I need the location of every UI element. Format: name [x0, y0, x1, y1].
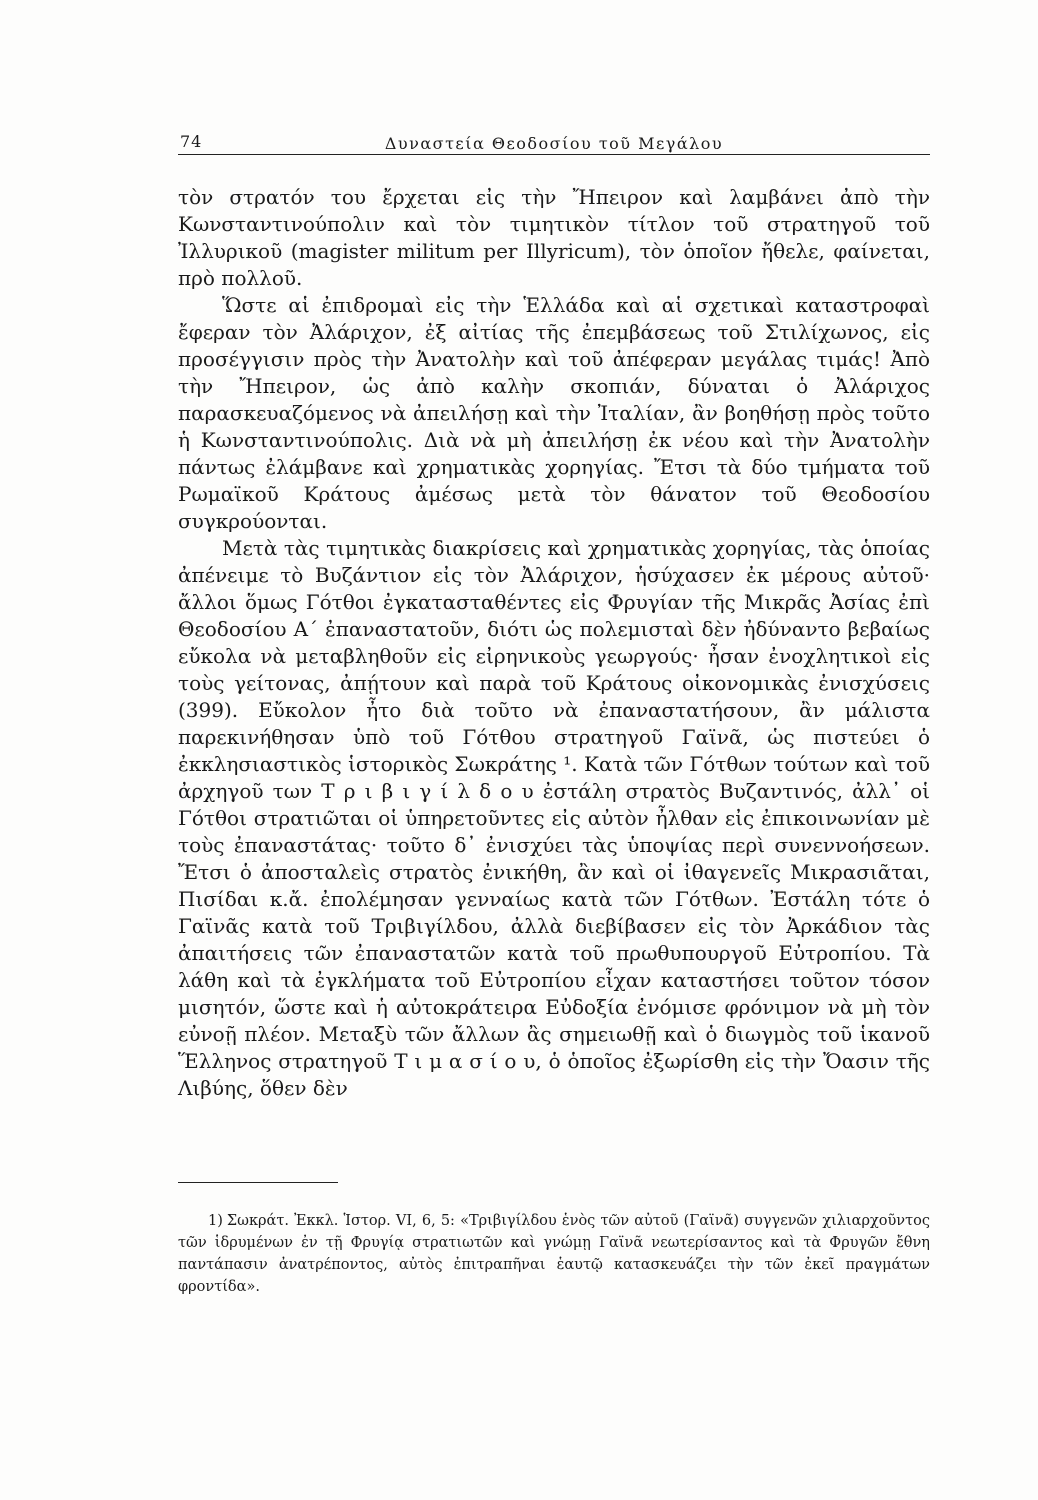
- running-title: Δυναστεία Θεοδοσίου τοῦ Μεγάλου: [384, 134, 724, 153]
- page-header: [178, 130, 930, 155]
- footnote-marker: 1): [208, 1213, 223, 1229]
- paragraph-2: Ὥστε αἱ ἐπιδρομαὶ εἰς τὴν Ἑλλάδα καὶ αἱ σχετικαὶ καταστροφαὶ ἔφεραν τὸν Ἀλάριχον, ἐξ αἰτίας τῆς ἐπεμβάσεως τοῦ Στιλίχωνος, εἰς προσέγγισιν πρὸς τὴν Ἀνατολὴν καὶ τοῦ ἀπέφεραν μεγάλας τιμάς! Ἀπὸ τὴν Ἤπειρον, ὡς ἀπὸ καλὴν σκοπιάν, δύναται ὁ Ἀλάριχος παρασκευαζόμενος νὰ ἀπειλήσῃ καὶ τὴν Ἰταλίαν, ἂν βοηθήσῃ πρὸς τοῦτο ἡ Κωνσταντινούπολις. Διὰ νὰ μὴ ἀπειλήσῃ ἐκ νέου καὶ τὴν Ἀνατολὴν πάντως ἐλάμβανε καὶ χρηματικὰς χορηγίας. Ἔτσι τὰ δύο τμήματα τοῦ Ρωμαϊκοῦ Κράτους ἀμέσως μετὰ τὸν θάνατον τοῦ Θεοδοσίου συγκρούονται.: [178, 293, 930, 533]
- main-text: [178, 184, 930, 1102]
- paragraph-3: Μετὰ τὰς τιμητικὰς διακρίσεις καὶ χρηματικὰς χορηγίας, τὰς ὁποίας ἀπένειμε τὸ Βυζάντιον εἰς τὸν Ἀλάριχον, ἡσύχασεν ἐκ μέρους αὐτοῦ· ἄλλοι ὅμως Γότθοι ἐγκατασταθέντες εἰς Φρυγίαν τῆς Μικρᾶς Ἀσίας ἐπὶ Θεοδοσίου Α΄ ἐπαναστατοῦν, διότι ὡς πολεμισταὶ δὲν ἠδύναντο βεβαίως εὔκολα νὰ μεταβληθοῦν εἰς εἰρηνικοὺς γεωργούς· ἦσαν ἐνοχλητικοὶ εἰς τοὺς γείτονας, ἀπῄτουν καὶ παρὰ τοῦ Κράτους οἰκονομικὰς ἐνισχύσεις (399). Εὔκολον ἦτο διὰ τοῦτο νὰ ἐπαναστατήσουν, ἂν μάλιστα παρεκινήθησαν ὑπὸ τοῦ Γότθου στρατηγοῦ Γαϊνᾶ, ὡς πιστεύει ὁ ἐκκλησιαστικὸς ἱστορικὸς Σωκράτης ¹. Κατὰ τῶν Γότθων τούτων καὶ τοῦ ἀρχηγοῦ των Τ ρ ι β ι γ ί λ δ ο υ ἐστάλη στρατὸς Βυζαντινός, ἀλλ᾽ οἱ Γότθοι στρατιῶται οἱ ὑπηρετοῦντες εἰς αὐτὸν ἦλθαν εἰς ἐπικοινωνίαν μὲ τοὺς ἐπαναστάτας· τοῦτο δ᾽ ἐνισχύει τὰς ὑποψίας περὶ συνεννοήσεων. Ἔτσι ὁ ἀποσταλεὶς στρατὸς ἐνικήθη, ἂν καὶ οἱ ἰθαγενεῖς Μικρασιᾶται, Πισίδαι κ.ἄ. ἐπολέμησαν γενναίως κατὰ τῶν Γότθων. Ἐστάλη τότε ὁ Γαϊνᾶς κατὰ τοῦ Τριβιγίλδου, ἀλλὰ διεβίβασεν εἰς τὸν Ἀρκάδιον τὰς ἀπαιτήσεις τῶν ἐπαναστατῶν κατὰ τοῦ πρωθυπουργοῦ Εὐτροπίου. Τὰ λάθη καὶ τὰ ἐγκλήματα τοῦ Εὐτροπίου εἶχαν καταστήσει τοῦτον τόσον μισητόν, ὥστε καὶ ἡ αὐτοκράτειρα Εὐδοξία ἐνόμισε φρόνιμον νὰ μὴ τὸν εὐνοῇ πλέον. Μεταξὺ τῶν ἄλλων ἂς σημειωθῇ καὶ ὁ διωγμὸς τοῦ ἱκανοῦ Ἕλληνος στρατηγοῦ Τ ι μ α σ ί ο υ, ὁ ὁποῖος ἐξωρίσθη εἰς τὴν Ὄασιν τῆς Λιβύης, ὅθεν δὲν: [178, 536, 930, 1100]
- page-number: 74: [180, 132, 203, 151]
- footnote-text: Σωκράτ. Ἐκκλ. Ἱστορ. VI, 6, 5: «Τριβιγίλδου ἑνὸς τῶν αὐτοῦ (Γαϊνᾶ) συγγενῶν χιλιαρχοῦντος τῶν ἱδρυμένων ἐν τῇ Φρυγίᾳ στρατιωτῶν καὶ γνώμῃ Γαϊνᾶ νεωτερίσαντος καὶ τὰ Φρυγῶν ἔθνη παντάπασιν ἀνατρέποντος, αὐτὸς ἐπιτραπῆναι ἑαυτῷ κατασκευάζει τὴν τῶν ἐκεῖ πραγμάτων φροντίδα».: [178, 1213, 930, 1295]
- paragraph-1: τὸν στρατόν του ἔρχεται εἰς τὴν Ἤπειρον καὶ λαμβάνει ἀπὸ τὴν Κωνσταντινούπολιν καὶ τὸν τιμητικὸν τίτλον τοῦ στρατηγοῦ τοῦ Ἰλλυρικοῦ (magister militum per Illyricum), τὸν ὁποῖον ἤθελε, φαίνεται, πρὸ πολλοῦ.: [178, 185, 930, 290]
- footnote: [178, 1210, 930, 1298]
- footnote-divider: [178, 1182, 338, 1183]
